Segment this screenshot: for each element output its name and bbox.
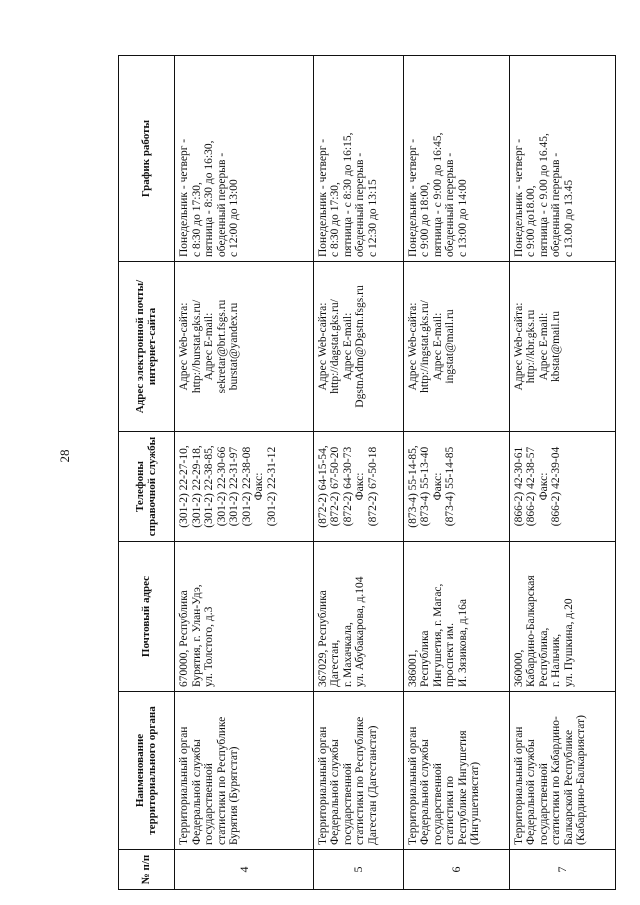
- cell-line: (873-4) 55-14-85: [444, 446, 457, 527]
- cell-line: Федеральной службы: [329, 739, 342, 845]
- cell-line: (301-2) 22-29-18,: [190, 445, 203, 528]
- cell-line: (301-2) 22-38-08: [240, 446, 253, 527]
- cell-line: пятница - с 8:30 до 16:15,: [341, 132, 354, 257]
- cell-line: Балкарской Республике: [562, 729, 575, 845]
- table-header-row: [119, 56, 175, 890]
- cell-line: Республике Ингушетия: [456, 730, 469, 845]
- cell-line: статистики по: [444, 775, 457, 845]
- table-row: [403, 56, 509, 890]
- cell-line: http://burstat.gks.ru/: [190, 299, 203, 394]
- cell-line: Адрес E-mail:: [431, 312, 444, 381]
- cell-number: 4: [175, 850, 314, 890]
- cell-line: (301-2) 22-27-10,: [178, 445, 190, 528]
- cell-line: (872-2) 64-15-54,: [316, 445, 329, 528]
- cell-line: Понедельник - четверг -: [178, 138, 190, 257]
- cell-line: Территориальный орган: [316, 726, 329, 845]
- organizations-table: [118, 55, 616, 890]
- cell-line: обеденный перерыв -: [354, 152, 367, 257]
- cell-line: http://ingstat.gks.ru/: [419, 300, 432, 393]
- cell-line: Адрес Web-сайта:: [178, 302, 190, 391]
- header-web: Адрес электронной почты/ интернет-сайта: [119, 262, 175, 432]
- cell-address: [403, 542, 509, 692]
- cell-line: (873-4) 55-14-85,: [406, 445, 419, 528]
- cell-address: [509, 542, 615, 692]
- cell-line: Адрес E-mail:: [537, 312, 550, 381]
- cell-name: [403, 692, 509, 850]
- cell-line: (872-2) 67-50-18: [366, 446, 379, 527]
- cell-line: Федеральной службы: [525, 739, 538, 845]
- cell-line: sekretar@brt.fsgs.ru: [215, 299, 228, 394]
- table-frame: [118, 56, 616, 890]
- cell-web: [509, 262, 615, 432]
- cell-line: Адрес Web-сайта:: [406, 302, 419, 391]
- cell-line: 670000, Республика: [178, 590, 190, 687]
- cell-line: Дагестан,: [329, 639, 342, 687]
- cell-line: пятница - с 9:00 до 16:45,: [431, 132, 444, 257]
- cell-line: с 9:00 до18.00,: [525, 185, 538, 257]
- cell-line: обеденный перерыв -: [215, 152, 228, 257]
- cell-line: (872-2) 67-50-20: [329, 446, 342, 527]
- cell-line: Адрес E-mail:: [341, 312, 354, 381]
- cell-line: http://dagstat.gks.ru/: [329, 299, 342, 394]
- cell-line: kbstat@mail.ru: [550, 311, 563, 382]
- cell-line: Понедельник - четверг -: [316, 138, 329, 257]
- cell-number: 7: [509, 850, 615, 890]
- cell-line: государственной: [431, 763, 444, 845]
- cell-line: статистики по Республике: [354, 716, 367, 845]
- cell-line: http://kbr.gks.ru: [525, 309, 538, 384]
- cell-line: И. Зязикова, д.16а: [456, 598, 469, 687]
- cell-line: (872-2) 64-30-73: [341, 446, 354, 527]
- cell-line: 367029, Республика: [316, 590, 329, 687]
- cell-name: [175, 692, 314, 850]
- cell-line: DgstnAdm@Dgstn.fsgs.ru: [354, 285, 367, 408]
- cell-line: проспект им.: [444, 623, 457, 687]
- cell-name: [509, 692, 615, 850]
- table-row: [175, 56, 314, 890]
- page-number: 28: [57, 449, 72, 463]
- table-row: [313, 56, 403, 890]
- cell-line: статистики по Республике: [215, 716, 228, 845]
- cell-schedule: [175, 56, 314, 262]
- cell-line: государственной: [341, 763, 354, 845]
- cell-line: Факс:: [354, 472, 367, 501]
- cell-line: Понедельник - четверг -: [512, 138, 525, 257]
- cell-line: с 8:30 до 17:30,: [190, 182, 203, 257]
- cell-line: с 12:00 до 13:00: [228, 179, 240, 257]
- cell-line: г. Нальчик,: [550, 633, 563, 687]
- cell-line: ул. Абубакарова, д.104: [354, 576, 367, 687]
- cell-line: пятница - 8:30 до 16:30,: [203, 140, 215, 257]
- cell-line: пятница - с 9.00 до 16.45,: [537, 133, 550, 257]
- cell-line: Ингушетия, г. Магас,: [431, 583, 444, 687]
- cell-line: (Ингушетиястат): [469, 761, 482, 845]
- header-name: Наименование территориального органа: [119, 692, 175, 850]
- cell-line: Федеральной службы: [190, 739, 203, 845]
- cell-line: Факс:: [253, 472, 265, 501]
- cell-line: Дагестан (Дагестанстат): [366, 725, 379, 845]
- cell-line: Факс:: [431, 472, 444, 501]
- cell-line: (301-2) 22-38-85,: [203, 445, 215, 528]
- cell-schedule: [403, 56, 509, 262]
- cell-line: ул. Пушкина, д.20: [562, 598, 575, 687]
- header-phones: Телефоны справочной службы: [119, 432, 175, 542]
- cell-line: 360000,: [512, 649, 525, 687]
- cell-line: Адрес Web-сайта:: [316, 302, 329, 391]
- table-rotated: [118, 56, 616, 890]
- cell-line: Бурятия, г. Улан-Удэ,: [190, 584, 203, 687]
- cell-line: (301-2) 22-31-97: [228, 446, 240, 527]
- cell-line: (301-2) 22-31-12: [265, 446, 278, 527]
- cell-name: [313, 692, 403, 850]
- cell-web: [403, 262, 509, 432]
- cell-number: 5: [313, 850, 403, 890]
- cell-line: Адрес E-mail:: [203, 312, 215, 381]
- cell-line: burstat@yandex.ru: [228, 302, 240, 391]
- cell-line: с 9:00 до 18:00,: [419, 182, 432, 257]
- cell-line: ул. Толстого, д.3: [203, 606, 215, 687]
- cell-line: обеденный перерыв -: [550, 152, 563, 257]
- cell-phones: [403, 432, 509, 542]
- cell-line: г. Махачкала,: [341, 622, 354, 687]
- cell-line: 386001,: [406, 649, 419, 687]
- cell-line: (866-2) 42-38-57: [525, 446, 538, 527]
- cell-line: государственной: [203, 763, 215, 845]
- cell-phones: [313, 432, 403, 542]
- cell-line: ingstat@mail.ru: [444, 309, 457, 384]
- cell-schedule: [509, 56, 615, 262]
- header-number: № п/п: [119, 850, 175, 890]
- cell-number: 6: [403, 850, 509, 890]
- cell-line: Понедельник - четверг -: [406, 138, 419, 257]
- cell-line: Территориальный орган: [406, 726, 419, 845]
- cell-line: (866-2) 42-30-61: [512, 446, 525, 527]
- header-schedule: График работы: [119, 56, 175, 262]
- cell-line: государственной: [537, 763, 550, 845]
- cell-phones: [509, 432, 615, 542]
- cell-line: Адрес Web-сайта:: [512, 302, 525, 391]
- cell-line: с 12:30 до 13:15: [366, 179, 379, 257]
- cell-line: статистики по Кабардино-: [550, 716, 563, 845]
- cell-line: (Кабардино-Балкариястат): [575, 715, 588, 845]
- cell-line: (866-2) 42-39-04: [550, 446, 563, 527]
- cell-line: обеденный перерыв -: [444, 152, 457, 257]
- table-row: [509, 56, 615, 890]
- cell-line: Бурятия (Бурятстат): [228, 746, 240, 845]
- cell-line: Республика: [419, 630, 432, 687]
- cell-line: Территориальный орган: [512, 726, 525, 845]
- cell-line: с 13:00 до 14:00: [456, 179, 469, 257]
- cell-web: [313, 262, 403, 432]
- cell-line: (873-4) 55-13-40: [419, 446, 432, 527]
- cell-line: Республика,: [537, 627, 550, 687]
- cell-line: Факс:: [537, 472, 550, 501]
- cell-line: Федеральной службы: [419, 739, 432, 845]
- cell-line: с 13.00 до 13.45: [562, 179, 575, 257]
- cell-line: с 8:30 до 17:30,: [329, 182, 342, 257]
- cell-web: [175, 262, 314, 432]
- header-address: Почтовый адрес: [119, 542, 175, 692]
- cell-line: (301-2) 22-30-66: [215, 446, 228, 527]
- cell-line: Территориальный орган: [178, 726, 190, 845]
- cell-line: Кабардино-Балкарская: [525, 575, 538, 687]
- cell-address: [313, 542, 403, 692]
- cell-address: [175, 542, 314, 692]
- cell-phones: [175, 432, 314, 542]
- cell-schedule: [313, 56, 403, 262]
